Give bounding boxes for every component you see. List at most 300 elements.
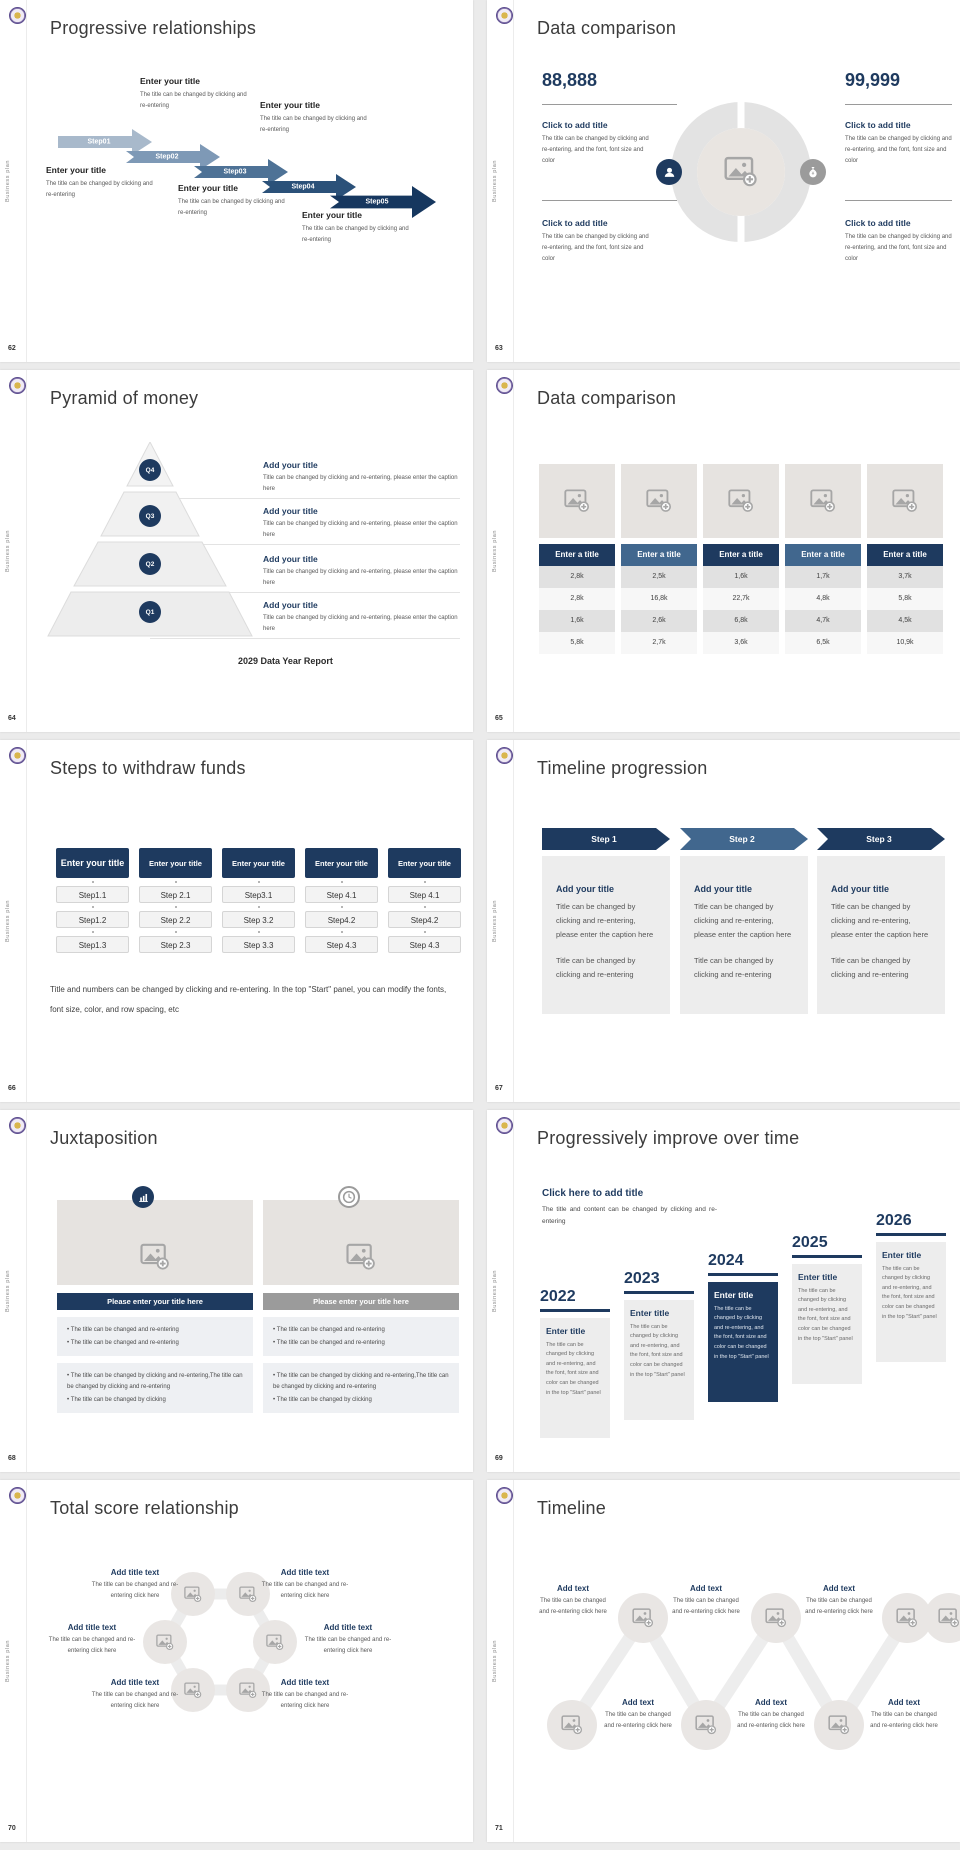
- card-body: The title can be changed by clicking and re-entering, and the font, font size and color can be changed in the top "Start" panel: [546, 1341, 601, 1396]
- title-button: Enter your title: [305, 848, 378, 878]
- image-placeholder-box: [263, 1200, 459, 1285]
- step-cell: Step3.1: [222, 886, 295, 903]
- banner-label: Step 1: [591, 834, 617, 844]
- card-title: Add your title: [831, 884, 889, 894]
- bullet-item: • The title can be changed and re-entering: [273, 1327, 385, 1333]
- image-placeholder-icon: [346, 1243, 376, 1271]
- step-cell: Step4.2: [305, 911, 378, 928]
- callout-title: Enter your title: [140, 76, 200, 86]
- metric-value-right: 99,999: [845, 70, 901, 90]
- label-title: Add title text: [110, 1678, 160, 1687]
- text-block-right-2: [845, 218, 955, 265]
- comparison-table: [539, 464, 943, 654]
- steps-column-3: [222, 848, 295, 953]
- steps-column-4: [305, 848, 378, 953]
- pyramid-item-4: [263, 600, 461, 635]
- table-cell: 6,8k: [703, 610, 779, 632]
- image-placeholder-icon: [828, 1715, 850, 1735]
- bullet-block: [57, 1317, 253, 1356]
- label-title: Add text: [557, 1584, 589, 1593]
- node-label-top-right: [255, 1568, 355, 1601]
- year-step-2024: [708, 1252, 778, 1402]
- slide-title: Progressive relationships: [50, 18, 257, 38]
- slide-title: Timeline progression: [537, 758, 708, 778]
- image-placeholder-icon: [239, 1682, 257, 1699]
- step-cell: Step1.1: [56, 886, 129, 903]
- hexagon-connector-graphic: [0, 1480, 473, 1842]
- label-body: The title can be changed and re-entering click here: [539, 1598, 607, 1615]
- label-body: The title can be changed and re-entering click here: [261, 1692, 349, 1709]
- table-cell: 6,5k: [785, 632, 861, 654]
- person-icon: [662, 165, 677, 180]
- table-cell: 1,6k: [703, 566, 779, 588]
- image-placeholder-icon: [266, 1634, 284, 1651]
- slide-title: Progressively improve over time: [537, 1128, 800, 1148]
- clock-icon: [342, 1190, 356, 1204]
- card-title: Enter title: [798, 1271, 838, 1282]
- node-label-bottom-left: [85, 1678, 185, 1711]
- table-column-4: [785, 464, 861, 654]
- callout-title: Enter your title: [178, 183, 238, 193]
- block-title: Click to add title: [845, 218, 911, 228]
- callout-body: The title can be changed by clicking and re-entering: [46, 181, 153, 199]
- year-step-2022: [540, 1288, 610, 1438]
- pyramid-level-badge: Q1: [139, 601, 161, 623]
- year-underline: [792, 1255, 862, 1258]
- brand-logo-icon: [9, 747, 26, 764]
- image-placeholder-icon: [896, 1608, 918, 1628]
- image-placeholder-icon: [184, 1682, 202, 1699]
- callout-body: The title can be changed by clicking and re-entering: [302, 226, 409, 244]
- year-label: 2023: [624, 1270, 660, 1287]
- slide-66[interactable]: [0, 740, 473, 1102]
- column-header: Enter a title: [703, 544, 779, 566]
- image-placeholder-icon: [728, 489, 754, 513]
- table-cell: 3,7k: [867, 566, 943, 588]
- card-body: The title can be changed by clicking and re-entering, and the font, font size and color can be changed in the top "Start" panel: [882, 1265, 937, 1320]
- sidebar-vertical-text: Business plan: [5, 899, 11, 943]
- label-body: The title can be changed and re-entering click here: [91, 1692, 179, 1709]
- bullet-item: • The title can be changed and re-entering: [67, 1340, 179, 1347]
- year-card: [876, 1242, 946, 1362]
- card-title: Enter title: [714, 1289, 754, 1300]
- timeline-node: [751, 1593, 801, 1643]
- label-title: Add text: [823, 1584, 855, 1593]
- slide-number: 67: [495, 1085, 503, 1092]
- card-body: The title can be changed by clicking and re-entering, and the font, font size and color can be changed in the top "Start" panel: [798, 1287, 853, 1342]
- section-heading: Click here to add title: [542, 1188, 644, 1199]
- step-cell: Step 4.1: [388, 886, 461, 903]
- card-body: Title can be changed by clicking and re-entering: [831, 955, 911, 979]
- image-placeholder-box: [785, 464, 861, 538]
- card-body: The title can be changed by clicking and re-entering, and the font, font size and color can be changed in the top "Start" panel: [630, 1323, 685, 1378]
- label-title: Add title text: [323, 1623, 373, 1632]
- bullet-item: • The title can be changed by clicking: [67, 1396, 166, 1403]
- step-banner-3: [817, 828, 945, 850]
- image-placeholder-box: [539, 464, 615, 538]
- text-block-left-2: [542, 218, 654, 265]
- banner-label: Step 3: [866, 834, 892, 844]
- bullet-item: • The title can be changed by clicking: [273, 1396, 372, 1403]
- step-banner-2: [680, 828, 808, 850]
- step-label: Step04: [291, 183, 315, 191]
- item-body: Title can be changed by clicking and re-entering, please enter the caption here: [263, 521, 458, 539]
- step-cell: Step 2.2: [139, 911, 212, 928]
- brand-logo-icon: [9, 7, 26, 24]
- step-cell: Step 4.3: [305, 936, 378, 953]
- pyramid-level-badge: Q3: [139, 505, 161, 527]
- card-title: Add your title: [694, 884, 752, 894]
- image-placeholder-box: [703, 464, 779, 538]
- image-placeholder-icon: [646, 489, 672, 513]
- banner-label: Step 2: [729, 834, 755, 844]
- table-cell: 4,8k: [785, 588, 861, 610]
- slide-title: Pyramid of money: [50, 388, 199, 408]
- image-placeholder-icon: [561, 1715, 583, 1735]
- margin-divider: [513, 0, 514, 362]
- block-title: Click to add title: [845, 120, 911, 130]
- card-body: Title can be changed by clicking and re-entering: [556, 955, 636, 979]
- table-cell: 2,8k: [539, 566, 615, 588]
- step-card-2: [680, 856, 808, 1014]
- node-label-top-left: [85, 1568, 185, 1601]
- compare-card-right: [263, 1200, 459, 1413]
- table-cell: 3,6k: [703, 632, 779, 654]
- step-card-1: [542, 856, 670, 1014]
- label-title: Add text: [622, 1698, 654, 1707]
- label-title: Add title text: [280, 1568, 330, 1577]
- slide-67[interactable]: [487, 740, 960, 1102]
- slide-number: 69: [495, 1455, 503, 1462]
- money-bag-icon: [806, 165, 820, 179]
- slide-number: 65: [495, 715, 503, 722]
- money-badge: [800, 159, 826, 185]
- margin-divider: [513, 1110, 514, 1472]
- label-title: Add title text: [280, 1678, 330, 1687]
- item-body: Title can be changed by clicking and re-entering, please enter the caption here: [263, 475, 458, 493]
- brand-logo-icon: [496, 747, 513, 764]
- step-cell: Step 2.1: [139, 886, 212, 903]
- label-body: The title can be changed and re-entering click here: [48, 1637, 136, 1654]
- label-title: Add text: [888, 1698, 920, 1707]
- item-title: Add your title: [263, 506, 318, 516]
- callout-body: The title can be changed by clicking and re-entering: [140, 92, 247, 110]
- callout-step3: [178, 183, 293, 219]
- slide-number: 70: [8, 1825, 16, 1832]
- bullet-block: [57, 1363, 253, 1413]
- table-column-3: [703, 464, 779, 654]
- callout-step4: [260, 100, 375, 136]
- block-body: The title can be changed by clicking and re-entering, and the font, font size and color: [542, 234, 649, 263]
- sidebar-vertical-text: Business plan: [492, 1639, 498, 1683]
- slide-63[interactable]: [487, 0, 960, 362]
- pyramid-level-badge: Q2: [139, 553, 161, 575]
- image-node: [253, 1620, 297, 1664]
- steps-column-2: [139, 848, 212, 953]
- title-button: Enter your title: [56, 848, 129, 878]
- sidebar-vertical-text: Business plan: [5, 159, 11, 203]
- table-cell: 2,6k: [621, 610, 697, 632]
- step-label: Step02: [155, 153, 179, 161]
- card-body: Title can be changed by clicking and re-entering, please enter the caption here: [556, 902, 654, 939]
- slide-title: Data comparison: [537, 18, 677, 38]
- title-button: Enter your title: [222, 848, 295, 878]
- image-placeholder-icon: [724, 156, 758, 188]
- timeline-node: [814, 1700, 864, 1750]
- table-cell: 10,9k: [867, 632, 943, 654]
- callout-step2: [140, 76, 255, 112]
- year-card: [792, 1264, 862, 1384]
- item-title: Add your title: [263, 600, 318, 610]
- card-title: Enter title: [546, 1325, 586, 1336]
- table-column-2: [621, 464, 697, 654]
- sidebar-vertical-text: Business plan: [492, 529, 498, 573]
- image-placeholder-icon: [938, 1608, 960, 1628]
- clock-badge: [338, 1186, 360, 1208]
- brand-logo-icon: [496, 377, 513, 394]
- sidebar-vertical-text: Business plan: [5, 1639, 11, 1683]
- timeline-label-top-1: [538, 1584, 608, 1617]
- label-body: The title can be changed and re-entering click here: [737, 1712, 805, 1729]
- pyramid-item-3: [263, 554, 461, 589]
- compare-card-left: [57, 1200, 253, 1413]
- label-body: The title can be changed and re-entering click here: [261, 1582, 349, 1599]
- margin-divider: [26, 740, 27, 1102]
- table-cell: 5,8k: [867, 588, 943, 610]
- timeline-label-bottom-3: [869, 1698, 939, 1731]
- year-card: [708, 1282, 778, 1402]
- margin-divider: [26, 0, 27, 362]
- title-button: Enter your title: [139, 848, 212, 878]
- node-label-mid-right: [298, 1623, 398, 1656]
- label-body: The title can be changed and re-entering click here: [304, 1637, 392, 1654]
- brand-logo-icon: [9, 377, 26, 394]
- sidebar-vertical-text: Business plan: [5, 1269, 11, 1313]
- bullet-item: • The title can be changed and re-entering: [273, 1340, 385, 1347]
- metric-value-left: 88,888: [542, 70, 598, 90]
- image-placeholder-icon: [156, 1634, 174, 1651]
- year-label: 2022: [540, 1288, 576, 1305]
- bullet-block: [263, 1317, 459, 1356]
- divider: [542, 200, 677, 201]
- callout-step1: [46, 165, 161, 201]
- slide-69[interactable]: [487, 1110, 960, 1472]
- image-placeholder-icon: [239, 1586, 257, 1603]
- year-step-2023: [624, 1270, 694, 1420]
- callout-body: The title can be changed by clicking and re-entering: [260, 116, 367, 134]
- steps-column-1: [56, 848, 129, 953]
- timeline-node: [618, 1593, 668, 1643]
- bar-chart-icon: [137, 1191, 150, 1204]
- column-header: Enter a title: [785, 544, 861, 566]
- table-column-1: [539, 464, 615, 654]
- label-body: The title can be changed and re-entering click here: [672, 1598, 740, 1615]
- slide-71[interactable]: [487, 1480, 960, 1842]
- step-cell: Step 3.3: [222, 936, 295, 953]
- divider: [845, 200, 952, 201]
- slide-number: 64: [8, 715, 16, 722]
- timeline-node: [547, 1700, 597, 1750]
- slide-number: 66: [8, 1085, 16, 1092]
- step-cell: Step 3.2: [222, 911, 295, 928]
- label-title: Add text: [755, 1698, 787, 1707]
- step-cell: Step 2.3: [139, 936, 212, 953]
- year-label: 2025: [792, 1234, 828, 1251]
- image-placeholder-icon: [765, 1608, 787, 1628]
- year-card: [540, 1318, 610, 1438]
- label-body: The title can be changed and re-entering click here: [91, 1582, 179, 1599]
- label-title: Add text: [690, 1584, 722, 1593]
- timeline-label-bottom-1: [603, 1698, 673, 1731]
- card-banner: Please enter your title here: [57, 1293, 253, 1310]
- label-body: The title can be changed and re-entering click here: [870, 1712, 938, 1729]
- steps-grid: [56, 848, 461, 953]
- chart-badge: [132, 1186, 154, 1208]
- table-cell: 4,7k: [785, 610, 861, 632]
- card-title: Add your title: [556, 884, 614, 894]
- step-card-3: [817, 856, 945, 1014]
- bullet-item: • The title can be changed by clicking and re-entering,The title can be changed by clicking and re-entering: [273, 1373, 449, 1390]
- step-banner-1: [542, 828, 670, 850]
- label-body: The title can be changed and re-entering click here: [604, 1712, 672, 1729]
- item-body: Title can be changed by clicking and re-entering, please enter the caption here: [263, 569, 458, 587]
- table-cell: 22,7k: [703, 588, 779, 610]
- label-title: Add title text: [67, 1623, 117, 1632]
- pyramid-level-badge: Q4: [139, 459, 161, 481]
- block-body: The title can be changed by clicking and re-entering, and the font, font size and color: [542, 136, 649, 165]
- card-body: Title can be changed by clicking and re-entering, please enter the caption here: [694, 902, 792, 939]
- image-placeholder-box: [57, 1200, 253, 1285]
- item-title: Add your title: [263, 554, 318, 564]
- image-placeholder-icon: [564, 489, 590, 513]
- image-node: [143, 1620, 187, 1664]
- divider: [845, 104, 952, 105]
- card-title: Enter title: [882, 1249, 922, 1260]
- step-cell: Step1.3: [56, 936, 129, 953]
- sidebar-vertical-text: Business plan: [492, 899, 498, 943]
- timeline-label-top-3: [804, 1584, 874, 1617]
- card-title: Enter title: [630, 1307, 670, 1318]
- label-title: Add title text: [110, 1568, 160, 1577]
- slide-65[interactable]: [487, 370, 960, 732]
- column-header: Enter a title: [867, 544, 943, 566]
- callout-title: Enter your title: [46, 165, 106, 175]
- svg-text:¥: ¥: [811, 172, 815, 178]
- pyramid-item-1: [263, 460, 461, 495]
- image-placeholder-icon: [184, 1586, 202, 1603]
- card-body: The title can be changed by clicking and re-entering, and the font, font size and color can be changed in the top "Start" panel: [714, 1305, 769, 1360]
- item-title: Add your title: [263, 460, 318, 470]
- timeline-node: [681, 1700, 731, 1750]
- report-footer: 2029 Data Year Report: [238, 656, 333, 666]
- card-body: Title can be changed by clicking and re-entering, please enter the caption here: [831, 902, 929, 939]
- step-cell: Step1.2: [56, 911, 129, 928]
- person-badge: [656, 159, 682, 185]
- sidebar-vertical-text: Business plan: [5, 529, 11, 573]
- image-placeholder-box: [621, 464, 697, 538]
- pyramid-item-2: [263, 506, 461, 541]
- table-cell: 1,7k: [785, 566, 861, 588]
- step-cell: Step 4.3: [388, 936, 461, 953]
- image-placeholder-icon: [695, 1715, 717, 1735]
- slide-title: Total score relationship: [50, 1498, 239, 1518]
- timeline-label-top-2: [671, 1584, 741, 1617]
- card-body: Title can be changed by clicking and re-entering: [694, 955, 774, 979]
- margin-divider: [513, 370, 514, 732]
- margin-divider: [26, 370, 27, 732]
- step-label: Step03: [223, 168, 247, 176]
- timeline-label-bottom-2: [736, 1698, 806, 1731]
- year-step-2026: [876, 1212, 946, 1362]
- slide-62[interactable]: [0, 0, 473, 362]
- step-label: Step01: [87, 138, 111, 146]
- step-cell: Step4.2: [388, 911, 461, 928]
- item-body: Title can be changed by clicking and re-entering, please enter the caption here: [263, 615, 458, 633]
- table-cell: 4,5k: [867, 610, 943, 632]
- year-underline: [624, 1291, 694, 1294]
- column-header: Enter a title: [621, 544, 697, 566]
- table-cell: 2,5k: [621, 566, 697, 588]
- slide-64[interactable]: [0, 370, 473, 732]
- slide-68[interactable]: [0, 1110, 473, 1472]
- block-body: The title can be changed by clicking and re-entering, and the font, font size and color: [845, 234, 952, 263]
- slide-title: Timeline: [537, 1498, 606, 1518]
- slide-number: 71: [495, 1825, 503, 1832]
- text-block-left-1: [542, 120, 654, 167]
- step-cell: Step 4.1: [305, 886, 378, 903]
- year-card: [624, 1300, 694, 1420]
- table-cell: 5,8k: [539, 632, 615, 654]
- table-cell: 2,7k: [621, 632, 697, 654]
- steps-column-5: [388, 848, 461, 953]
- callout-title: Enter your title: [302, 210, 362, 220]
- sidebar-vertical-text: Business plan: [492, 159, 498, 203]
- text-block-right-1: [845, 120, 955, 167]
- slide-number: 68: [8, 1455, 16, 1462]
- bullet-item: • The title can be changed by clicking and re-entering,The title can be changed by clicking and re-entering: [67, 1373, 243, 1390]
- callout-body: The title can be changed by clicking and re-entering: [178, 199, 285, 217]
- table-cell: 1,6k: [539, 610, 615, 632]
- year-underline: [708, 1273, 778, 1276]
- year-underline: [540, 1309, 610, 1312]
- zigzag-connector-graphic: [487, 1480, 960, 1842]
- slide-70[interactable]: [0, 1480, 473, 1842]
- table-cell: 16,8k: [621, 588, 697, 610]
- node-label-mid-left: [42, 1623, 142, 1656]
- title-button: Enter your title: [388, 848, 461, 878]
- image-placeholder-box: [867, 464, 943, 538]
- brand-logo-icon: [496, 7, 513, 24]
- image-placeholder-icon: [892, 489, 918, 513]
- callout-title: Enter your title: [260, 100, 320, 110]
- slide-number: 63: [495, 345, 503, 352]
- card-banner: Please enter your title here: [263, 1293, 459, 1310]
- year-label: 2026: [876, 1212, 912, 1229]
- brand-logo-icon: [496, 1117, 513, 1134]
- section-body: The title and content can be changed by clicking and re-entering: [542, 1206, 717, 1226]
- margin-divider: [513, 740, 514, 1102]
- bullet-item: • The title can be changed and re-entering: [67, 1327, 179, 1333]
- column-header: Enter a title: [539, 544, 615, 566]
- slide-title: Steps to withdraw funds: [50, 758, 246, 778]
- block-title: Click to add title: [542, 218, 608, 228]
- image-placeholder-icon: [140, 1243, 170, 1271]
- slide-number: 62: [8, 345, 16, 352]
- year-underline: [876, 1233, 946, 1236]
- image-placeholder-icon: [810, 489, 836, 513]
- divider: [542, 104, 677, 105]
- step-label: Step05: [365, 198, 389, 206]
